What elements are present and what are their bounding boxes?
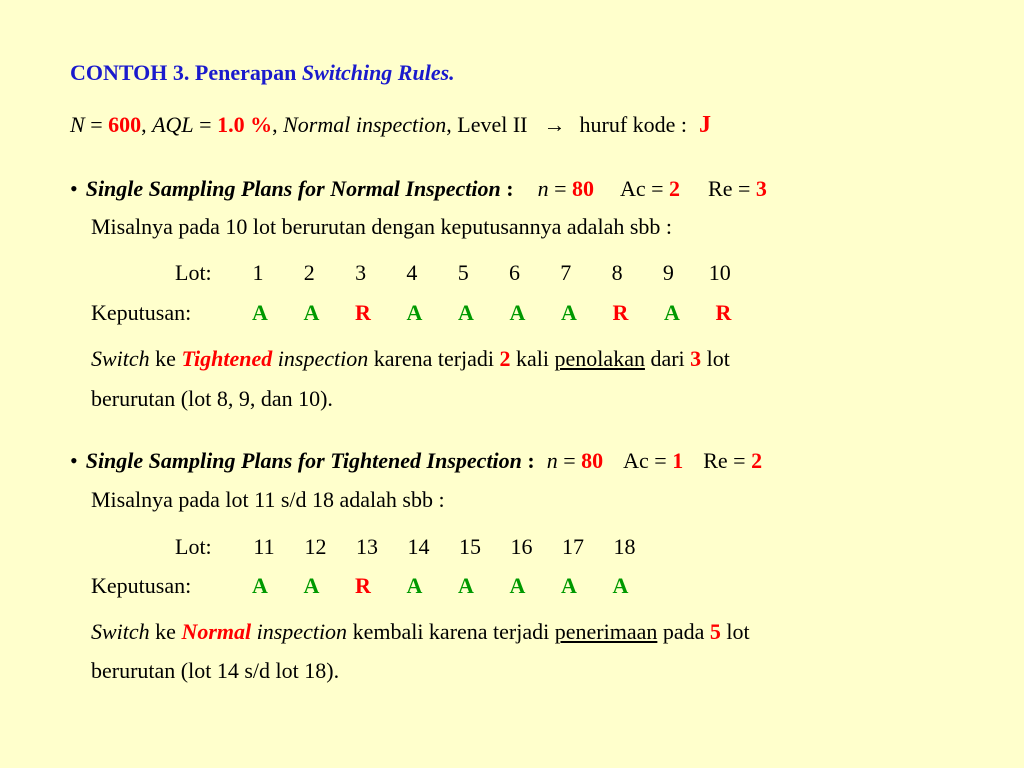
section2-lot-6: 16: [510, 534, 533, 559]
section2-lot-2: 12: [304, 534, 327, 559]
section1-lot-5: 5: [457, 260, 469, 285]
section1-re-value: 3: [755, 176, 767, 201]
decision-label: Keputusan:: [91, 300, 192, 325]
inspection-word: inspection: [251, 619, 348, 644]
bullet-icon: •: [70, 176, 78, 201]
ac-label: Ac =: [619, 176, 670, 201]
n-label: n: [537, 176, 549, 201]
re-label: Re =: [708, 176, 756, 201]
section2-decision-7: A: [561, 573, 577, 598]
section2-lot-1: 11: [253, 534, 275, 559]
conclusion-text: kembali karena terjadi: [347, 619, 555, 644]
lot-count: 3: [690, 346, 702, 371]
section1-ac-value: 2: [669, 176, 681, 201]
re-label: Re =: [703, 448, 752, 473]
lot-label: Lot:: [175, 260, 212, 285]
section2-decision-8: A: [612, 573, 629, 598]
lot-label: Lot:: [175, 534, 212, 559]
conclusion-text: kali: [510, 346, 555, 371]
equals: =: [557, 448, 582, 473]
level-text: , Level II: [446, 112, 528, 137]
aql-label: AQL: [152, 112, 194, 137]
section1-intro: Misalnya pada 10 lot berurutan dengan keputusannya adalah sbb :: [91, 214, 673, 239]
slide-title: [70, 60, 455, 86]
section2-decision-6: A: [509, 573, 526, 598]
section1-lot-10: 10: [708, 260, 731, 285]
section2-lot-4: 14: [407, 534, 430, 559]
bullet-icon: •: [70, 448, 78, 473]
section1-lot-2: 2: [303, 260, 315, 285]
section1-lot-1: 1: [252, 260, 264, 285]
section2-lot-3: 13: [356, 534, 378, 559]
comma: ,: [141, 112, 153, 137]
section1-decision-9: A: [664, 300, 680, 325]
section1-decision-6: A: [509, 300, 526, 325]
equals: =: [548, 176, 572, 201]
target-inspection: Tightened: [181, 346, 273, 371]
parameters-line: [70, 112, 711, 138]
section2-ac-value: 1: [672, 448, 684, 473]
section2-intro: Misalnya pada lot 11 s/d 18 adalah sbb :: [91, 487, 445, 512]
ke-word: ke: [149, 346, 182, 371]
aql-value: 1.0 %: [217, 112, 273, 137]
section1-lot-8: 8: [611, 260, 623, 285]
section2-conclusion-line2: berurutan (lot 14 s/d lot 18).: [91, 658, 340, 683]
section2-heading: Single Sampling Plans for Tightened Inspection: [85, 448, 522, 473]
switch-word: Switch: [91, 619, 150, 644]
section1-lot-6: 6: [509, 260, 520, 285]
section2-heading-line: [70, 448, 762, 474]
inspection-word: inspection: [272, 346, 369, 371]
conclusion-text: lot: [701, 346, 730, 371]
section1-heading: Single Sampling Plans for Normal Inspection: [85, 176, 501, 201]
section1-decision-10: R: [715, 300, 732, 325]
section1-conclusion: [91, 346, 730, 372]
kode-value: J: [699, 112, 712, 138]
conclusion-text: dari: [644, 346, 691, 371]
section2-lot-5: 15: [459, 534, 481, 559]
section2-conclusion: [91, 619, 750, 645]
section2-re-value: 2: [751, 448, 763, 473]
conclusion-text: karena terjadi: [368, 346, 500, 371]
reject-count: 2: [499, 346, 511, 371]
section2-lot-8: 18: [613, 534, 636, 559]
target-inspection: Normal: [181, 619, 252, 644]
underlined-term: penolakan: [554, 346, 645, 371]
n-value: 600: [108, 112, 142, 137]
arrow-icon: →: [543, 112, 566, 137]
title-prefix: CONTOH 3. Penerapan: [70, 60, 302, 85]
section2-decision-1: A: [252, 573, 268, 598]
inspection-type: Normal inspection: [283, 112, 447, 137]
underlined-term: penerimaan: [554, 619, 658, 644]
comma: ,: [272, 112, 284, 137]
section1-decision-2: A: [303, 300, 320, 325]
section2-n-value: 80: [581, 448, 604, 473]
section1-lot-9: 9: [662, 260, 674, 285]
section1-lot-4: 4: [406, 260, 418, 285]
section1-decision-1: A: [252, 300, 268, 325]
section2-decision-4: A: [406, 573, 423, 598]
section2-decision-3: R: [355, 573, 371, 598]
section1-heading-line: [70, 176, 767, 202]
section1-lot-3: 3: [355, 260, 367, 285]
n-label: n: [546, 448, 558, 473]
kode-label: huruf kode :: [579, 112, 688, 137]
section2-decision-2: A: [303, 573, 320, 598]
switch-word: Switch: [91, 346, 150, 371]
section2-lot-7: 17: [562, 534, 584, 559]
ac-label: Ac =: [623, 448, 673, 473]
title-italic: Switching Rules.: [301, 60, 455, 85]
section1-decision-5: A: [458, 300, 474, 325]
section1-lot-7: 7: [560, 260, 572, 285]
ke-word: ke: [149, 619, 182, 644]
decision-label: Keputusan:: [91, 573, 192, 598]
colon: :: [500, 176, 514, 201]
section1-decision-8: R: [612, 300, 629, 325]
colon: :: [521, 448, 535, 473]
accept-count: 5: [709, 619, 721, 644]
section1-decision-3: R: [355, 300, 371, 325]
equals: =: [84, 112, 109, 137]
conclusion-text: lot: [720, 619, 750, 644]
section1-n-value: 80: [571, 176, 594, 201]
conclusion-text: pada: [657, 619, 710, 644]
n-label: N: [70, 112, 85, 137]
section1-decision-7: A: [561, 300, 577, 325]
equals: =: [193, 112, 218, 137]
section1-conclusion-line2: berurutan (lot 8, 9, dan 10).: [91, 386, 333, 411]
section2-decision-5: A: [458, 573, 474, 598]
section1-decision-4: A: [406, 300, 423, 325]
